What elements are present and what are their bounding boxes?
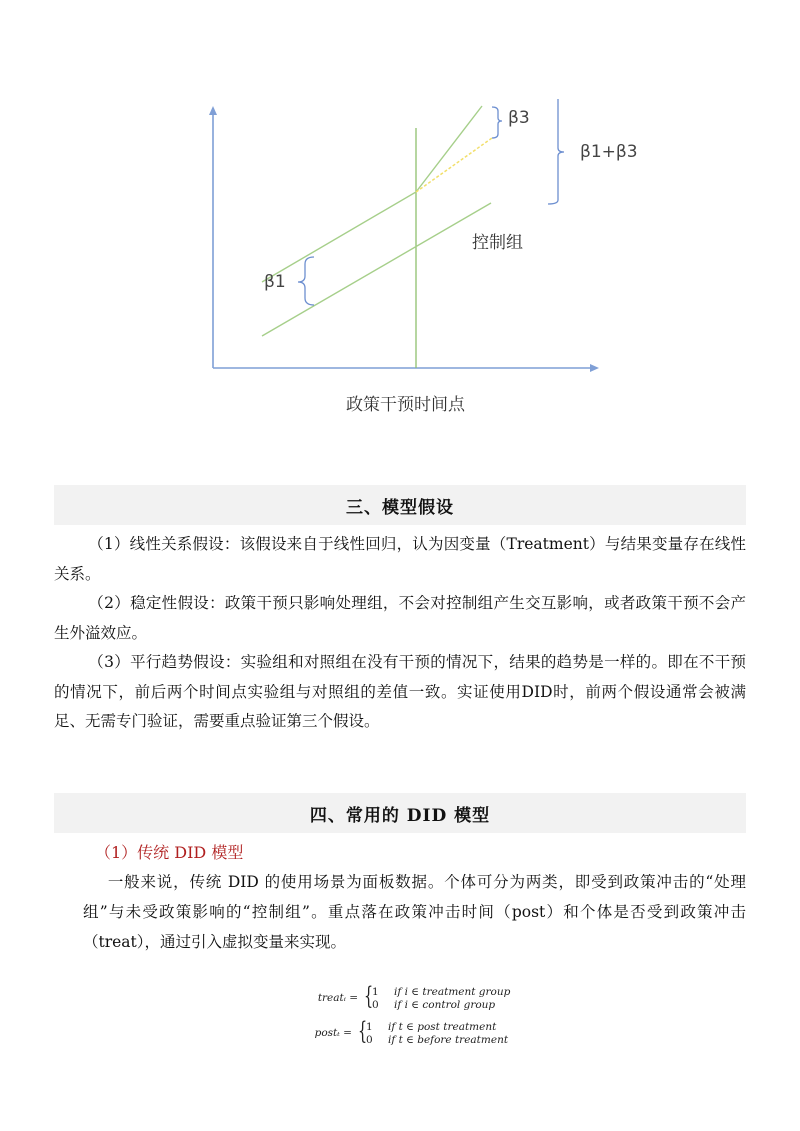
traditional-did-paragraph bbox=[83, 867, 746, 957]
traditional-did-text: 一般来说，传统 DID 的使用场景为面板数据。个体可分为两类，即受到政策冲击的“处理组”与未受政策影响的“控制组”。重点落在政策冲击时间（post）和个体是否受到政策冲击（treat），通过引入虚拟变量来实现。 bbox=[83, 873, 746, 951]
formula-case: 0 if t ∈ before treatment bbox=[366, 1034, 509, 1046]
control-group-label: 控制组 bbox=[472, 233, 523, 253]
assumption-text-2: （2）稳定性假设：政策干预只影响处理组，不会对控制组产生交互影响，或者政策干预不会产生外溢效应。 bbox=[54, 594, 746, 642]
formula-post-lhs: postₜ = bbox=[314, 1027, 352, 1039]
section-heading-model-assumptions: 三、模型假设 bbox=[54, 485, 746, 525]
did-diagram-svg bbox=[0, 0, 800, 440]
formula-case: 1 if t ∈ post treatment bbox=[366, 1021, 497, 1033]
beta1-label: β1 bbox=[264, 272, 286, 292]
treatment-group-line bbox=[262, 106, 482, 282]
assumption-paragraph-1 bbox=[54, 530, 746, 589]
x-axis bbox=[213, 364, 599, 372]
x-axis-label: 政策干预时间点 bbox=[346, 395, 465, 415]
left-brace-icon: { bbox=[358, 1017, 368, 1045]
section-heading-common-did-models: 四、常用的 DID 模型 bbox=[54, 793, 746, 833]
assumption-text-1: （1）线性关系假设：该假设来自于线性回归，认为因变量（Treatment）与结果变量存在线性关系。 bbox=[54, 535, 746, 583]
assumption-paragraph-3 bbox=[54, 648, 746, 737]
beta1-brace bbox=[298, 257, 314, 305]
beta3-brace bbox=[492, 107, 502, 138]
beta1-plus-beta3-label: β1+β3 bbox=[580, 142, 638, 162]
assumption-text-3: （3）平行趋势假设：实验组和对照组在没有干预的情况下，结果的趋势是一样的。即在不干预的情况下，前后两个时间点实验组与对照组的差值一致。实证使用DID时，前两个假设通常会被满足、无需专门验证，需要重点验证第三个假设。 bbox=[54, 653, 746, 730]
subheading-traditional-did: （1）传统 DID 模型 bbox=[95, 843, 244, 862]
y-axis bbox=[209, 106, 217, 368]
counterfactual-dashed-line bbox=[416, 138, 492, 192]
did-diagram bbox=[0, 0, 800, 440]
left-brace-icon: { bbox=[364, 982, 374, 1010]
formula-treat-lhs: treatᵢ = bbox=[317, 992, 358, 1004]
beta1-plus-beta3-brace bbox=[548, 99, 564, 204]
formula-case: 1 if i ∈ treatment group bbox=[372, 986, 511, 998]
control-group-line bbox=[262, 203, 491, 336]
formula-post bbox=[292, 1017, 552, 1049]
beta3-label: β3 bbox=[508, 108, 530, 128]
formula-treat bbox=[298, 982, 558, 1014]
assumption-paragraph-2 bbox=[54, 589, 746, 648]
formula-case: 0 if i ∈ control group bbox=[372, 999, 496, 1011]
